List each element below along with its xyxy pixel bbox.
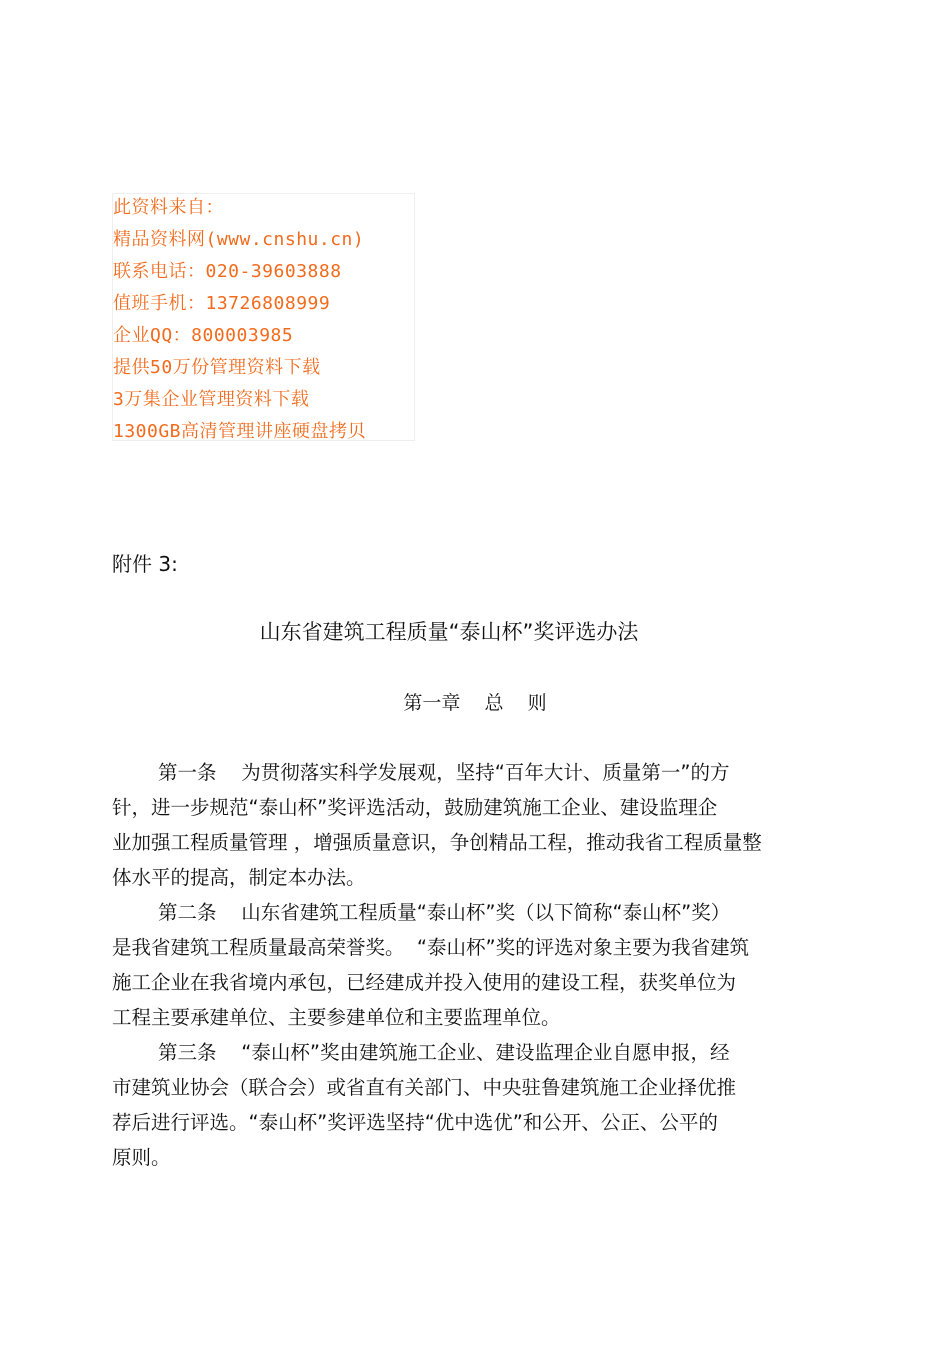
article-2-line: 施工企业在我省境内承包，已经建成并投入使用的建设工程，获奖单位为 bbox=[112, 971, 737, 994]
ad-line-offer-1: 提供50万份管理资料下载 bbox=[113, 357, 321, 378]
article-3-line: 原则。 bbox=[112, 1146, 171, 1169]
article-2-line: 第二条 山东省建筑工程质量“泰山杯”奖（以下简称“泰山杯”奖） bbox=[158, 901, 731, 924]
ad-line-mobile: 值班手机：13726808999 bbox=[113, 293, 331, 314]
article-1-line: 针，进一步规范“泰山杯”奖评选活动，鼓励建筑施工企业、建设监理企 bbox=[112, 796, 718, 819]
ad-line-offer-3: 1300GB高清管理讲座硬盘拷贝 bbox=[113, 421, 367, 442]
ad-line-qq: 企业QQ：800003985 bbox=[113, 325, 294, 346]
chapter-heading: 第一章 总 则 bbox=[403, 692, 547, 714]
article-3-line: 市建筑业协会（联合会）或省直有关部门、中央驻鲁建筑施工企业择优推 bbox=[112, 1076, 737, 1099]
ad-line-offer-2: 3万集企业管理资料下载 bbox=[113, 389, 310, 410]
ad-line-source: 此资料来自： bbox=[113, 197, 224, 218]
article-3-line: 荐后进行评选。“泰山杯”奖评选坚持“优中选优”和公开、公正、公平的 bbox=[112, 1111, 718, 1134]
ad-line-phone: 联系电话：020-39603888 bbox=[113, 261, 342, 282]
document-title: 山东省建筑工程质量“泰山杯”奖评选办法 bbox=[259, 620, 639, 644]
article-1-line: 第一条 为贯彻落实科学发展观，坚持“百年大计、质量第一”的方 bbox=[158, 761, 730, 784]
article-1-line: 业加强工程质量管理 ，增强质量意识，争创精品工程，推动我省工程质量整 bbox=[112, 831, 762, 854]
article-2-line: 工程主要承建单位、主要参建单位和主要监理单位。 bbox=[112, 1006, 561, 1029]
ad-line-website: 精品资料网(www.cnshu.cn) bbox=[113, 229, 365, 250]
annex-label: 附件 3: bbox=[112, 552, 178, 576]
ad-info-box bbox=[112, 193, 415, 441]
article-3-line: 第三条 “泰山杯”奖由建筑施工企业、建设监理企业自愿申报，经 bbox=[158, 1041, 730, 1064]
article-2-line: 是我省建筑工程质量最高荣誉奖。 “泰山杯”奖的评选对象主要为我省建筑 bbox=[112, 936, 750, 959]
article-1-line: 体水平的提高，制定本办法。 bbox=[112, 866, 366, 889]
